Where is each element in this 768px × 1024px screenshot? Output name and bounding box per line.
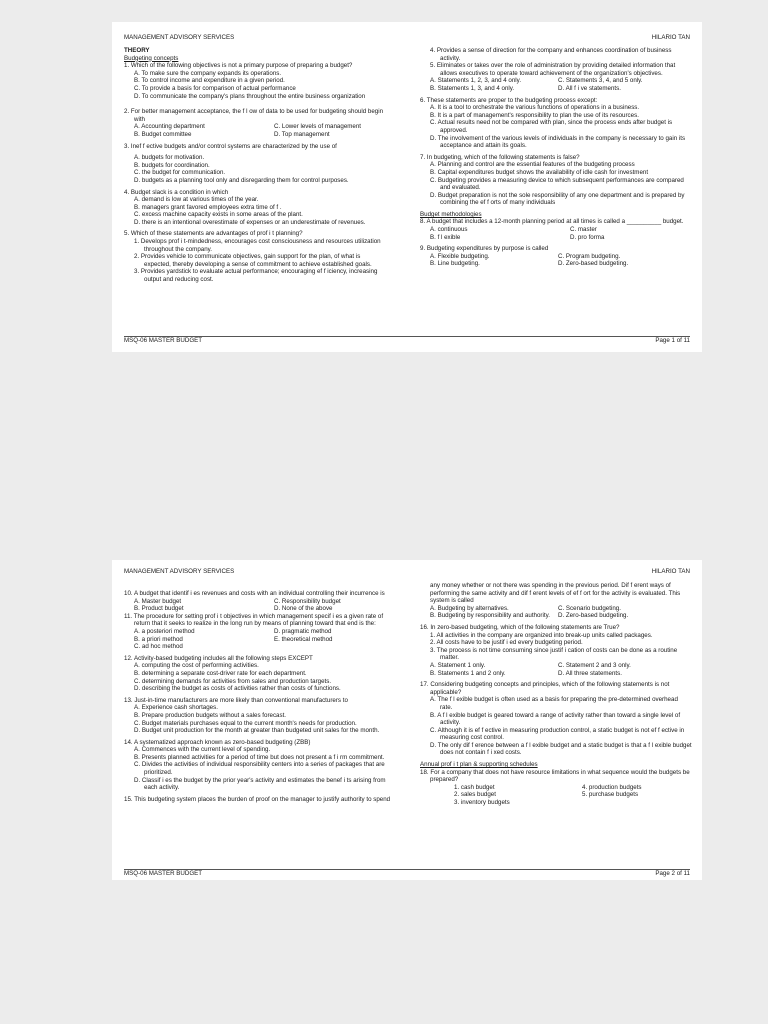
text-line: A. Commences with the current level of spending. [134,746,271,754]
text-line: C. determining demands for activities from sales and production targets. [134,677,332,685]
answer-choice-row [420,85,694,93]
question-stem: 11. The procedure for setting prof i t objectives in which management specif i es a given rate of [124,612,384,620]
answer-choice-row [124,123,414,131]
answer-choice: A. Flexible budgeting. [430,252,490,260]
answer-choice: B. Statements 1 and 2 only. [430,669,506,677]
text-line: C. Although it is ef f ective in measuring production control, a static budget is not ef f ective in [430,726,685,734]
text-line: B. A f l exible budget is geared toward a range of activity rather than toward a single level of [430,711,681,719]
text-line: does not contain f i xed costs. [440,749,522,757]
text-line: 3. The process is not time consuming since justif i cation of costs can be done as a routine [430,646,678,654]
text-line: A. It is a tool to orchestrate the various functions of operations in a business. [430,104,640,112]
question-stem: 18. For a company that does not have resource limitations in what sequence would the budgets be [420,768,690,776]
text-line: 3. Provides yardstick to evaluate actual performance; encouraging ef f iciency, increasing [134,268,378,276]
answer-choice: B. Budget committee [134,130,192,138]
text-line: A. computing the cost of performing activities. [134,662,259,670]
left-column [124,47,414,284]
text-line: D. Budget preparation is not the sole responsibility of any one department and is prepared by [430,191,685,199]
text-line: C. To provide a basis for comparison of actual performance [134,84,296,92]
document-page-2 [112,560,702,880]
text-line: 1. All activities in the company are organized into break-up units called packages. [430,631,653,639]
answer-choice-row [420,234,694,242]
question-stem: 17. Considering budgeting concepts and principles, which of the following statements is not [420,681,670,689]
text-line: B. Capital expenditures budget shows the availability of idle cash for investment [430,168,649,176]
answer-choice-row [420,605,694,613]
page-header [124,34,690,43]
text-line: 2. Provides vehicle to communicate objectives, gain support for the plan, of what is [134,253,361,261]
header-course-title: MANAGEMENT ADVISORY SERVICES [124,568,235,575]
text-line: each activity. [144,784,180,792]
answer-choice: D. None of the above [274,605,333,613]
text-line: C. Divides the activities of individual responsibility centers into a series of packages that are [134,761,385,769]
answer-choice: D. All three statements. [558,669,622,677]
text-line: B. budgets for coordination. [134,161,210,169]
section-heading: THEORY [124,47,150,54]
header-course-title: MANAGEMENT ADVISORY SERVICES [124,34,235,41]
text-line: B. It is a part of management's responsibility to plan the use of its resources. [430,111,639,119]
question-stem: 4. Budget slack is a condition in which [124,188,229,196]
answer-choice-row [420,226,694,234]
text-line: A. To make sure the company expands its operations. [134,69,282,77]
text-line: 3. inventory budgets [454,799,510,807]
text-line: C. Actual results need not be compared with plan, since the process ends after budget is [430,119,673,127]
text-line: performing the same activity and dif f erent levels of ef f ort for the activity is evaluated. This [430,589,681,597]
text-line: acceptance and attain its goals. [440,142,527,150]
answer-choice: C. Lower levels of management [274,123,362,131]
text-line: throughout the company. [144,245,212,253]
document-page-1 [112,22,702,352]
text-line: prepared? [430,776,459,784]
question-stem: 7. In budgeting, which of the following statements is false? [420,153,580,161]
answer-choice: C. Statements 3, 4, and 5 only. [558,77,643,85]
answer-choice: A. a posteriori method [134,627,195,635]
topic-heading: Budgeting concepts [124,54,179,62]
answer-choice-row [420,612,694,620]
text-line: return that it seeks to realize in the long run by means of planning toward that end is the: [134,620,376,628]
answer-choice: A. Statements 1, 2, 3, and 4 only. [430,77,522,85]
footer-doc-code: MSQ-06 MASTER BUDGET [124,870,203,877]
question-stem: 6. These statements are proper to the budgeting process except: [420,96,598,104]
text-line: 5. Eliminates or takes over the role of administration by providing detailed information that [430,62,676,70]
text-line: D. budgets as a planning tool only and disregarding them for control purposes. [134,176,349,184]
text-line: A. Experience cash shortages. [134,704,218,712]
footer-rule [124,336,690,337]
answer-choice: A. continuous [430,226,468,234]
question-stem: 5. Which of these statements are advantages of prof i t planning? [124,230,303,238]
question-stem: 15. This budgeting system places the burden of proof on the manager to justify authority to spend [124,795,391,803]
text-line: matter. [440,654,459,662]
question-stem: 9. Budgeting expenditures by purpose is called [420,245,549,253]
answer-choice: C. Program budgeting. [558,252,621,260]
text-line: system is called [430,597,474,605]
text-line: C. Budget materials purchases equal to the current month's needs for production. [134,719,357,727]
answer-choice: C. Scenario budgeting. [558,604,621,612]
answer-choice-row [420,784,694,792]
text-line: D. To communicate the company's plans throughout the entire business organization [134,92,366,100]
text-line: D. The only dif f erence between a f l exible budget and a static budget is that a f l exible budget [430,741,692,749]
text-line: A. The f l exible budget is often used as a basis for preparing the pre-determined overhead [430,696,678,704]
text-line: 4. Provides a sense of direction for the company and enhances coordination of business [430,47,672,54]
text-line: B. Prepare production budgets without a sales forecast. [134,711,287,719]
text-line: D. Budget unit production for the month at greater than budgeted unit sales for the month. [134,727,380,735]
answer-choice: 5. purchase budgets [582,791,639,799]
text-line: D. The involvement of the various levels of individuals in the company is necessary to gain its [430,134,686,142]
answer-choice: E. theoretical method [274,635,333,643]
text-line: D. describing the budget as costs of activities rather than costs of functions. [134,685,341,693]
answer-choice: A. Master budget [134,597,182,605]
answer-choice: A. Accounting department [134,123,205,131]
left-column [124,590,414,803]
answer-choice-row [420,791,694,799]
text-line: C. Budgeting provides a measuring device to which subsequent performances are compared [430,176,684,184]
question-stem: 2. For better management acceptance, the f l ow of data to be used for budgeting should begin [124,108,384,116]
right-column [420,47,694,268]
answer-choice-row [420,662,694,670]
topic-heading: Annual prof i t plan & supporting schedules [420,761,538,769]
answer-choice: A. Statement 1 only. [430,661,486,669]
text-line: expected, thereby developing a sense of commitment to achieve established goals. [144,260,372,268]
answer-choice-row [420,253,694,261]
right-column [420,582,694,807]
text-line: activity. [440,719,461,727]
topic-heading: Budget methodologies [420,210,482,218]
question-stem: 10. A budget that identif i es revenues and costs with an individual controlling their incurrence is [124,590,385,597]
page-header [124,568,690,577]
text-line: rate. [440,703,453,711]
answer-choice-row [124,636,414,644]
answer-choice: C. Statement 2 and 3 only. [558,661,631,669]
answer-choice-row [420,77,694,85]
header-author: HILARIO TAN [651,34,690,41]
answer-choice: D. Zero-based budgeting. [558,260,629,268]
text-line: prioritized. [144,769,173,777]
question-stem: 13. Just-in-time manufacturers are more likely than conventional manufacturers to [124,696,348,704]
footer-rule [124,869,690,870]
text-line: measuring cost control. [440,734,504,742]
answer-choice-row [124,628,414,636]
page-footer [124,869,690,878]
answer-choice: D. Top management [274,130,330,138]
answer-choice: B. Line budgeting. [430,260,480,268]
text-line: with [134,115,146,123]
text-line: any money whether or not there was spending in the previous period. Dif f erent ways of [430,582,671,589]
text-line: applicable? [430,688,462,696]
text-line: A. demand is low at various times of the year. [134,196,259,204]
question-stem: 1. Which of the following objectives is not a primary purpose of preparing a budget? [124,62,353,70]
answer-choice-row [124,598,414,606]
answer-choice: B. f l exible [430,233,461,241]
text-line: C. excess machine capacity exists in some areas of the plant. [134,211,303,219]
text-line: B. Presents planned activities for a period of time but does not present a f i rm commitment. [134,753,385,761]
text-line: B. To control income and expenditure in a given period. [134,77,285,85]
answer-choice: 1. cash budget [454,783,495,791]
text-line: B. determining a separate cost-driver rate for each department. [134,669,307,677]
answer-choice: B. Budgeting by responsibility and authority. [430,612,550,620]
header-author: HILARIO TAN [651,568,690,575]
answer-choice: 2. sales budget [454,791,496,799]
question-stem: 16. In zero-based budgeting, which of the following statements are True? [420,623,620,631]
answer-choice-row [124,131,414,139]
text-line: combining the ef f orts of many individuals [440,199,556,207]
text-line: C. the budget for communication. [134,169,226,177]
text-line: D. there is an intentional overestimate of expenses or an underestimate of revenues. [134,218,366,226]
page-footer [124,336,690,345]
answer-choice: C. master [570,226,597,234]
answer-choice: C. Responsibility budget [274,597,341,605]
text-line: 1. Develops prof i t-mindedness, encourages cost consciousness and resources utilization [134,238,381,246]
footer-doc-code: MSQ-06 MASTER BUDGET [124,337,203,344]
answer-choice-row [420,670,694,678]
answer-choice: 4. production budgets [582,783,642,791]
answer-choice: A. Budgeting by alternatives. [430,604,509,612]
text-line: C. ad hoc method [134,643,183,651]
footer-page-number: Page 1 of 11 [655,337,690,344]
answer-choice-row [420,260,694,268]
text-line: A. budgets for motivation. [134,154,205,162]
text-line: allows executives to operate toward achievement of the organization's objectives. [440,69,663,77]
answer-choice: B. Product budget [134,605,184,613]
text-line: output and reducing cost. [144,276,214,284]
question-stem: 8. A budget that includes a 12-month planning period at all times is called a __________ budget. [420,218,684,226]
answer-choice: B. Statements 1, 3, and 4 only. [430,84,515,92]
text-line: approved. [440,126,468,134]
question-stem: 14. A systematized approach known as zero-based budgeting (ZBB) [124,738,311,746]
text-line: activity. [440,54,461,62]
answer-choice-row [124,605,414,613]
answer-choice: B. a priori method [134,635,183,643]
answer-choice: D. pro forma [570,233,605,241]
answer-choice: D. All f i ve statements. [558,84,621,92]
text-line: B. managers grant favored employees extra time of f . [134,203,282,211]
text-line: 2. All costs have to be justif i ed every budgeting period. [430,639,583,647]
text-line: A. Planning and control are the essential features of the budgeting process [430,161,635,169]
question-stem: 3. Inef f ective budgets and/or control systems are characterized by the use of [124,142,337,150]
text-line: and evaluated. [440,184,481,192]
text-line: D. Classif i es the budget by the prior year's activity and estimates the benef i ts arising from [134,776,386,784]
answer-choice: D. pragmatic method [274,627,332,635]
answer-choice: D. Zero-based budgeting. [558,612,629,620]
question-stem: 12. Activity-based budgeting includes all the following steps EXCEPT [124,654,313,662]
footer-page-number: Page 2 of 11 [655,870,690,877]
